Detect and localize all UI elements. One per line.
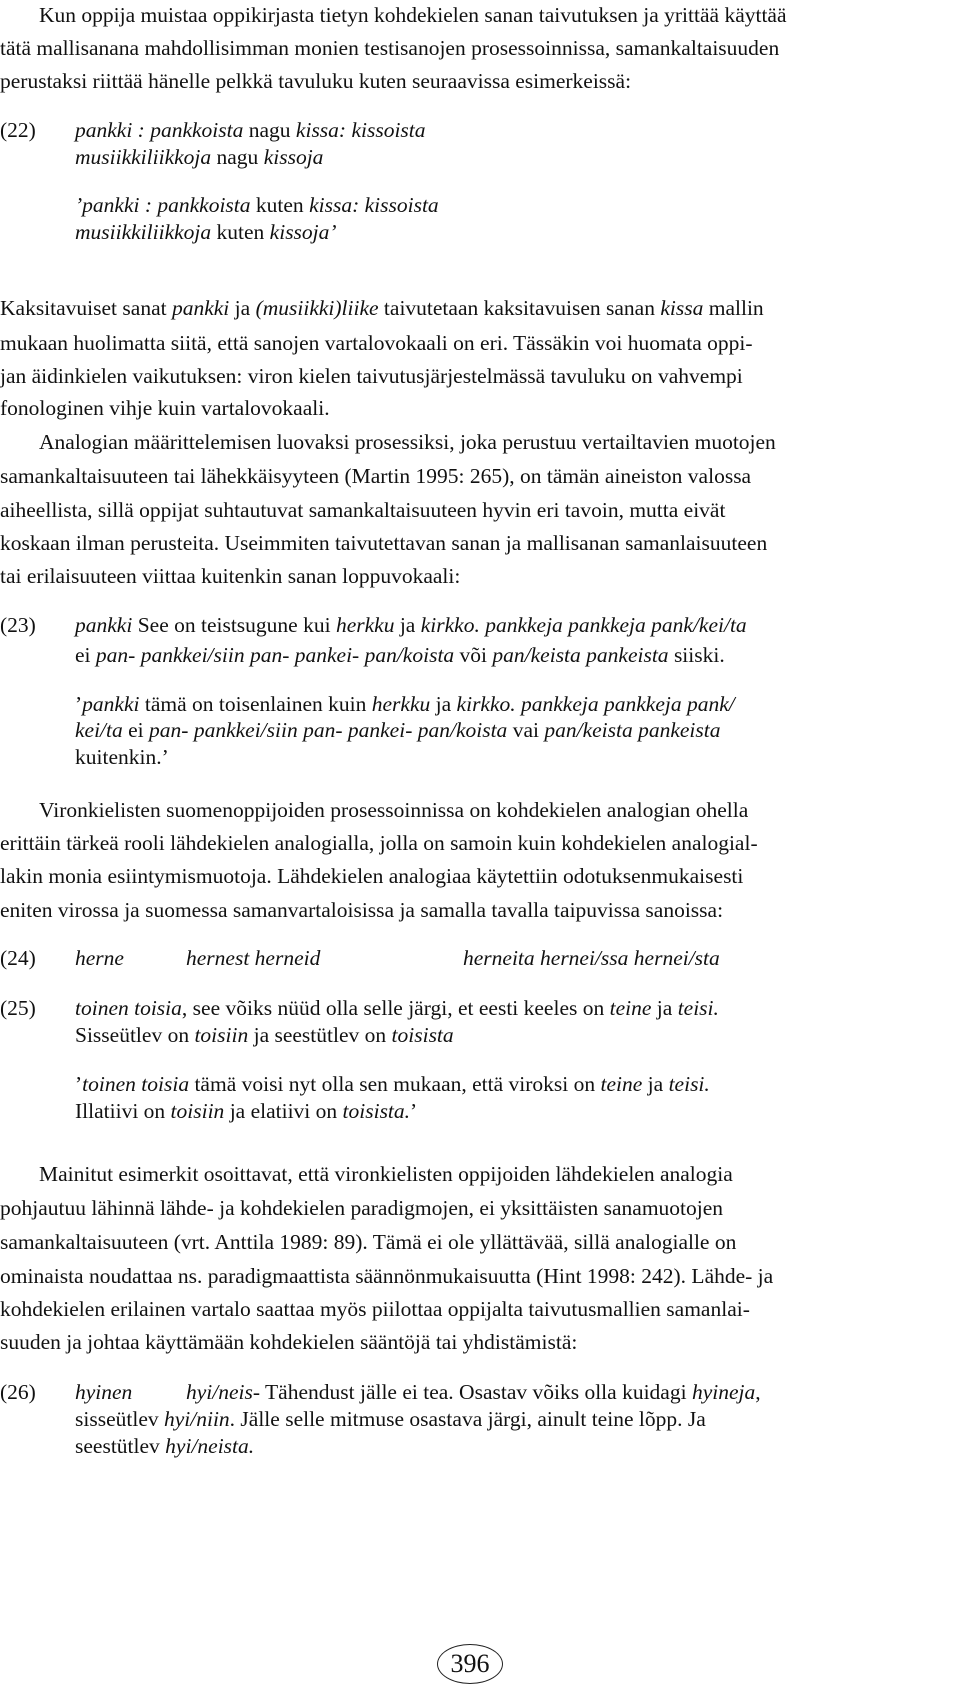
example-translation-line: kuitenkin.’ [75,745,169,769]
example-text: ja [651,996,678,1020]
example-word: toisista. [342,1099,411,1123]
example-word: herkku [335,613,395,637]
example-text: ja elatiivi on [224,1099,343,1123]
example-text: Illatiivi on [75,1099,171,1123]
example-text: ’ [75,692,83,716]
example-translation-line [75,1101,960,1123]
text-line: erittäin tärkeä rooli lähdekielen analogialla, jolla on samoin kuin kohdekielen analogial- [0,831,758,855]
text-line: Mainitut esimerkit osoittavat, että vironkielisten oppijoiden lähdekielen analogia [39,1162,733,1186]
example-text: ei [122,718,150,742]
text-span: mallin [703,296,764,320]
example-word: kissa [660,296,704,320]
text-line: samankaltaisuuteen tai lähekkäisyyteen (Martin 1995: 265), on tämän aineiston valossa [0,464,752,488]
example-number: (25) [0,996,36,1020]
example-word: pankki : pankkoista [75,118,244,142]
example-word: teine [600,1072,643,1096]
page-number: 396 [437,1644,503,1684]
example-text: kuten [211,220,270,244]
example-word: kissa: kissoista [295,118,426,142]
example-word: kissoja’ [269,220,337,244]
example-word: musiikkiliikkoja [75,145,212,169]
text-line: tätä mallisanana mahdollisimman monien testisanojen prosessoinnissa, samankaltaisuuden [0,36,780,60]
example-word: teisi. [677,996,719,1020]
example-word: teisi. [668,1072,710,1096]
text-line: suuden ja johtaa käyttämään kohdekielen sääntöjä tai yhdistämistä: [0,1330,578,1354]
text-line: Vironkielisten suomenoppijoiden prosessoinnissa on kohdekielen analogian ohella [39,798,749,822]
text-line: kohdekielen erilainen vartalo saattaa myös piilottaa oppijalta taivutusmallien samanlai- [0,1297,750,1321]
example-translation-line [75,720,960,742]
example-word: kei/ta [75,718,123,742]
example-text: või [454,643,493,667]
text-line: tai erilaisuuteen viittaa kuitenkin sanan loppuvokaali: [0,564,461,588]
example-number: (26) [0,1380,36,1404]
example-number: (24) [0,946,36,970]
example-word: hyi/niin [163,1407,230,1431]
example-text: ’ [75,1072,83,1096]
example-translation-line [75,694,960,716]
example-text: Tähendust jälle ei tea. Osastav võiks olla kuidagi [260,1380,692,1404]
example-text: tämä on toisenlainen kuin [139,692,372,716]
example-text: ’ [410,1099,418,1123]
text-line [0,298,960,320]
example-text: vai [507,718,545,742]
example-number: (22) [0,118,36,142]
example-text: seestütlev [75,1434,166,1458]
text-line: mukaan huolimatta siitä, että sanojen vartalovokaali on eri. Tässäkin voi huomata oppi- [0,331,753,355]
example-text: ja [394,613,421,637]
text-line: samankaltaisuuteen (vrt. Anttila 1989: 89). Tämä ei ole yllättävää, sillä analogialle on [0,1230,737,1254]
example-word: pankki [75,613,133,637]
example-word: (musiikki)liike [255,296,379,320]
example-word: pan/keista pankeista [492,643,669,667]
text-span: ja [229,296,256,320]
example-text: ja [430,692,457,716]
example-word: kissa: kissoista [309,193,439,217]
text-line: koskaan ilman perusteita. Useimmiten taivutettavan sanan ja mallisanan samanlaisuuteen [0,531,768,555]
example-text: , [755,1380,761,1404]
text-line: lakin monia esiintymismuotoja. Lähdekielen analogiaa käytettiin odotuksenmukaisesti [0,864,744,888]
text-line: pohjautuu lähinnä lähde- ja kohdekielen paradigmojen, ei yksittäisten sanamuotojen [0,1196,724,1220]
text-span: taivutetaan kaksitavuisen sanan [378,296,661,320]
example-word: pan/keista pankeista [544,718,721,742]
example-word: hyineja [691,1380,756,1404]
example-word: toisiin [194,1023,249,1047]
example-line [75,1436,960,1458]
text-line: perustaksi riittää hänelle pelkkä tavuluku kuten seuraavissa esimerkeissä: [0,69,632,93]
example-word: ’pankki : pankkoista [75,193,251,217]
example-word: hyi/neista. [165,1434,255,1458]
example-text: ei [75,643,96,667]
example-text: . Jälle selle mitmuse osastava järgi, ainult teine lõpp. Ja [229,1407,706,1431]
example-word: pan- pankkei/siin pan- pankei- pan/koista [149,718,508,742]
example-word: kirkko. pankkeja pankkeja pank/kei/ta [420,613,747,637]
example-translation-line [75,195,960,217]
example-line [186,1382,960,1404]
example-line [75,1025,960,1047]
example-word: herne [75,946,124,970]
example-line [75,645,960,667]
example-line [75,120,960,142]
example-text: nagu [243,118,296,142]
example-text: , see võiks nüüd olla selle järgi, et eesti keeles on [181,996,610,1020]
example-text: Sisseütlev on [75,1023,195,1047]
example-line [75,615,960,637]
example-word: pan- pankkei/siin pan- pankei- pan/koista [95,643,455,667]
text-line: Analogian määrittelemisen luovaksi prosessiksi, joka perustuu vertailtavien muotojen [39,430,776,454]
example-text: siiski. [668,643,725,667]
example-word: pankki [171,296,230,320]
example-text: ja seestütlev on [248,1023,392,1047]
example-line [75,998,960,1020]
example-text: tämä voisi nyt olla sen mukaan, että viroksi on [189,1072,601,1096]
text-line: Kun oppija muistaa oppikirjasta tietyn kohdekielen sanan taivutuksen ja yrittää käyttää [39,3,787,27]
example-word: toinen toisia [82,1072,190,1096]
example-word: toisista [391,1023,454,1047]
example-line [75,1409,960,1431]
example-text: ja [642,1072,669,1096]
example-text: nagu [211,145,264,169]
example-line [463,948,960,970]
example-line [75,147,960,169]
example-word: pankki [82,692,140,716]
example-word: toisiin [170,1099,225,1123]
example-word: herkku [371,692,431,716]
example-translation-line [75,222,960,244]
example-word: kissoja [263,145,324,169]
example-text: kuten [250,193,310,217]
example-number: (23) [0,613,36,637]
example-word: hyi/neis- [186,1380,261,1404]
text-span: Kaksitavuiset sanat [0,296,172,320]
text-line: jan äidinkielen vaikutuksen: viron kielen taivutusjärjestelmässä tavuluku on vahvempi [0,364,743,388]
text-line: ominaista noudattaa ns. paradigmaattista säännönmukaisuutta (Hint 1998: 242). Lähde- ja [0,1264,774,1288]
example-word: hyinen [75,1380,133,1404]
text-line: fonologinen vihje kuin vartalovokaali. [0,396,330,420]
example-translation-line [75,1074,960,1096]
example-text: See on teistsugune kui [132,613,336,637]
example-word: toinen toisia [75,996,182,1020]
example-word: teine [609,996,652,1020]
example-word: hernest herneid [186,946,321,970]
example-word: herneita hernei/ssa hernei/sta [463,946,720,970]
text-line: aiheellista, sillä oppijat suhtautuvat samankaltaisuuteen hyvin eri tavoin, mutta eivät [0,498,726,522]
text-line: eniten virossa ja suomessa samanvartaloisissa ja samalla tavalla taipuvissa sanoissa: [0,898,724,922]
example-word: kirkko. pankkeja pankkeja pank/ [456,692,735,716]
example-word: musiikkiliikkoja [75,220,212,244]
example-text: sisseütlev [75,1407,164,1431]
